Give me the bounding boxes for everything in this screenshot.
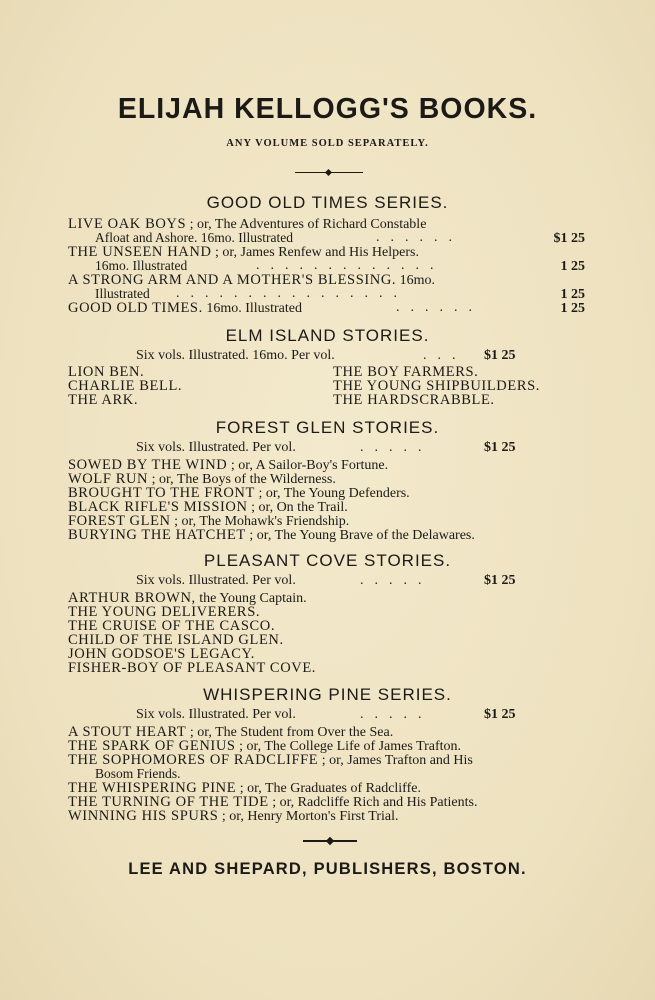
divider-diamond-icon xyxy=(326,837,334,845)
list-item: LION BEN. xyxy=(68,364,145,380)
list-item: WOLF RUN ; or, The Boys of the Wilderness. xyxy=(68,471,336,487)
list-item: THE HARDSCRABBLE. xyxy=(333,392,495,408)
page-subtitle: ANY VOLUME SOLD SEPARATELY. xyxy=(226,138,429,149)
list-item-sub: Bosom Friends. xyxy=(95,766,181,781)
list-item: CHILD OF THE ISLAND GLEN. xyxy=(68,632,284,648)
list-item: THE BOY FARMERS. xyxy=(333,364,479,380)
price: $1 25 xyxy=(484,440,516,455)
price: 1 25 xyxy=(560,301,585,316)
publisher-footer: LEE AND SHEPARD, PUBLISHERS, BOSTON. xyxy=(128,860,527,878)
leader-dots: ... xyxy=(423,348,467,363)
list-item-sub: Illustrated xyxy=(95,286,150,301)
list-item: CHARLIE BELL. xyxy=(68,378,183,394)
list-item: BURYING THE HATCHET ; or, The Young Brave of the Delawares. xyxy=(68,527,475,543)
list-item: THE ARK. xyxy=(68,392,139,408)
price: 1 25 xyxy=(560,259,585,274)
list-item: BLACK RIFLE'S MISSION ; or, On the Trail. xyxy=(68,499,348,515)
list-item: GOOD OLD TIMES. 16mo. Illustrated xyxy=(68,300,302,316)
price: $1 25 xyxy=(484,348,516,363)
leader-dots: ...... xyxy=(396,300,483,315)
list-item: FISHER-BOY OF PLEASANT COVE. xyxy=(68,660,317,676)
price: $1 25 xyxy=(484,573,516,588)
leader-dots: ..... xyxy=(360,707,433,722)
list-item: ARTHUR BROWN, the Young Captain. xyxy=(68,590,307,606)
section-heading-whispering-pine: WHISPERING PINE SERIES. xyxy=(203,685,452,704)
list-item: THE CRUISE OF THE CASCO. xyxy=(68,618,276,634)
list-item: SOWED BY THE WIND ; or, A Sailor-Boy's Fortune. xyxy=(68,457,389,473)
section-heading-elm-island: ELM ISLAND STORIES. xyxy=(225,326,430,345)
price: $1 25 xyxy=(553,231,585,246)
volume-info: Six vols. Illustrated. Per vol. xyxy=(136,440,296,455)
list-item: THE YOUNG DELIVERERS. xyxy=(68,604,261,620)
list-item-sub: 16mo. Illustrated xyxy=(95,258,188,273)
volume-info: Six vols. Illustrated. 16mo. Per vol. xyxy=(136,348,335,363)
leader-dots: ................ xyxy=(176,286,408,301)
list-item: THE WHISPERING PINE ; or, The Graduates of Radcliffe. xyxy=(68,780,421,796)
list-item: WINNING HIS SPURS ; or, Henry Morton's First Trial. xyxy=(68,808,399,824)
list-item: A STOUT HEART ; or, The Student from Over the Sea. xyxy=(68,724,394,740)
volume-info: Six vols. Illustrated. Per vol. xyxy=(136,573,296,588)
list-item: LIVE OAK BOYS ; or, The Adventures of Richard Constable xyxy=(68,216,427,232)
list-item: THE YOUNG SHIPBUILDERS. xyxy=(333,378,541,394)
volume-info: Six vols. Illustrated. Per vol. xyxy=(136,707,296,722)
leader-dots: ..... xyxy=(360,440,433,455)
list-item-sub: Afloat and Ashore. 16mo. Illustrated xyxy=(95,230,293,245)
list-item: FOREST GLEN ; or, The Mohawk's Friendship. xyxy=(68,513,350,529)
list-item: THE SPARK OF GENIUS ; or, The College Life of James Trafton. xyxy=(68,738,462,754)
leader-dots: ..... xyxy=(360,573,433,588)
list-item: THE SOPHOMORES OF RADCLIFFE ; or, James Trafton and His xyxy=(68,752,473,768)
list-item: A STRONG ARM AND A MOTHER'S BLESSING. 16mo. xyxy=(68,272,436,288)
section-heading-forest-glen: FOREST GLEN STORIES. xyxy=(215,418,440,437)
leader-dots: ...... xyxy=(376,230,463,245)
list-item: THE UNSEEN HAND ; or, James Renfew and His Helpers. xyxy=(68,244,419,260)
list-item: BROUGHT TO THE FRONT ; or, The Young Defenders. xyxy=(68,485,410,501)
page-title: ELIJAH KELLOGG'S BOOKS. xyxy=(117,93,538,125)
section-heading-good-old-times: GOOD OLD TIMES SERIES. xyxy=(206,193,449,212)
list-item: THE TURNING OF THE TIDE ; or, Radcliffe Rich and His Patients. xyxy=(68,794,478,810)
divider-diamond-icon xyxy=(325,169,332,176)
section-heading-pleasant-cove: PLEASANT COVE STORIES. xyxy=(203,551,452,570)
leader-dots: ............. xyxy=(256,258,445,273)
price: $1 25 xyxy=(484,707,516,722)
price: 1 25 xyxy=(560,287,585,302)
list-item: JOHN GODSOE'S LEGACY. xyxy=(68,646,255,662)
